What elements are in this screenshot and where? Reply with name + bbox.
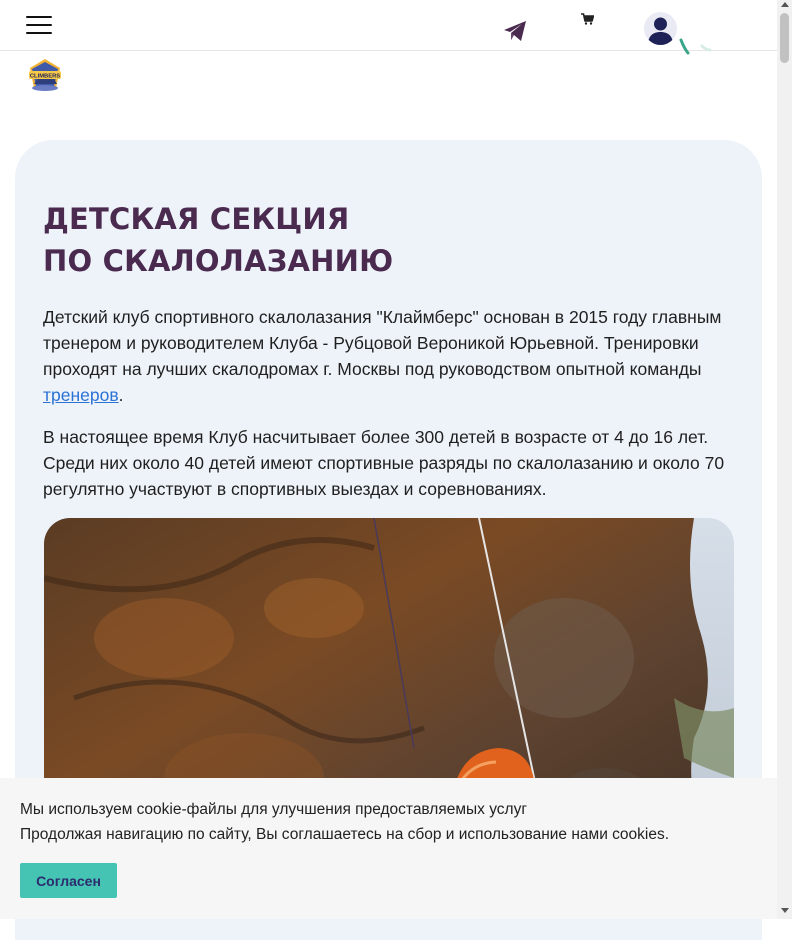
trainers-link[interactable]: тренеров [43, 385, 119, 405]
hamburger-menu-icon[interactable] [26, 15, 53, 35]
page-title-line1: ДЕТСКАЯ СЕКЦИЯ [43, 202, 350, 236]
user-avatar-icon[interactable] [644, 12, 677, 45]
telegram-icon[interactable] [503, 20, 527, 42]
page-scrollbar[interactable] [777, 0, 792, 919]
climbers-logo[interactable] [26, 57, 64, 93]
intro-period: . [118, 385, 124, 405]
intro-paragraph [43, 304, 733, 408]
scroll-up-arrow-icon[interactable] [781, 2, 789, 7]
club-stats-paragraph: В настоящее время Клуб насчитывает более 300 детей в возрасте от 4 до 16 лет. Среди них около 40 детей имеют спортивные разряды по скалолазанию и около 70 регулятно участвуют в спортивных выездах и соревнованиях. [43, 427, 725, 499]
logo-text: CLIMBERS [29, 73, 61, 80]
page-title [43, 198, 393, 282]
decorative-leaf-icon [676, 38, 716, 56]
intro-text: Детский клуб спортивного скалолазания "Клаймберс" основан в 2015 году главным тренером и руководителем Клуба - Рубцовой Вероникой Юрьевной. Тренировки проходят на лучших скалодромах г. Москвы под руководством опытной команды [43, 307, 722, 379]
scroll-down-arrow-icon[interactable] [781, 908, 789, 913]
cookie-message-line1: Мы используем cookie-файлы для улучшения предоставляемых услуг [20, 801, 527, 818]
cookie-agree-button[interactable]: Согласен [20, 863, 117, 898]
cookie-banner [0, 778, 777, 919]
cookie-message-line2: Продолжая навигацию по сайту, Вы соглашаетесь на сбор и использование нами cookies. [20, 826, 670, 843]
page-title-line2: ПО СКАЛОЛАЗАНИЮ [43, 244, 394, 278]
shopping-cart-icon[interactable] [581, 13, 594, 25]
scroll-thumb[interactable] [780, 13, 789, 63]
site-header [0, 0, 777, 51]
